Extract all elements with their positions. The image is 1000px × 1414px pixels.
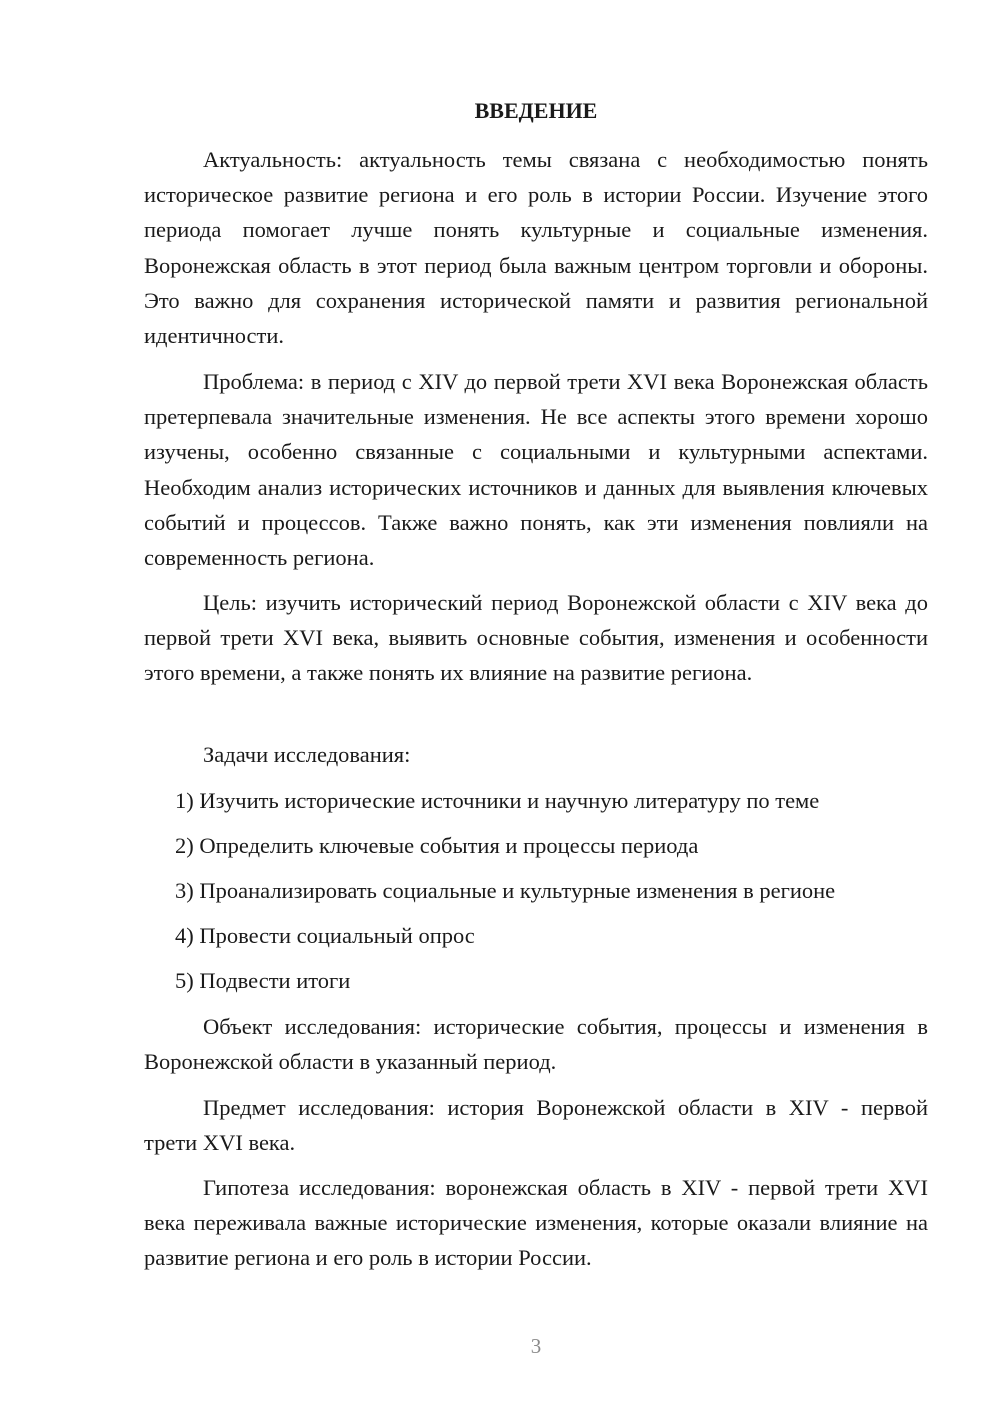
task-item: 2) Определить ключевые события и процессы периода [175,833,699,858]
paragraph-object: Объект исследования: исторические события, процессы и изменения в Воронежской области в указанный период. [144,1014,928,1075]
paragraph-relevance: Актуальность: актуальность темы связана с необходимостью понять историческое развитие региона и его роль в истории России. Изучение этого периода помогает лучше понять культурные и социальные изменения. Воронежская область в этот период была важным центром торговли и обороны. Это важно для сохранения исторической памяти и развития региональной идентичности. [144,147,928,349]
paragraph-problem: Проблема: в период с XIV до первой трети XVI века Воронежская область претерпевала значительные изменения. Не все аспекты этого времени хорошо изучены, особенно связанные с социальными и культурными аспектами. Необходим анализ исторических источников и данных для выявления ключевых событий и процессов. Также важно понять, как эти изменения повлияли на современность региона. [144,369,928,571]
task-item: 5) Подвести итоги [175,968,351,993]
task-item: 4) Провести социальный опрос [175,923,475,948]
section-title: ВВЕДЕНИЕ [474,98,598,123]
task-item: 3) Проанализировать социальные и культурные изменения в регионе [175,878,836,903]
paragraph-goal: Цель: изучить исторический период Воронежской области с XIV века до первой трети XVI века, выявить основные события, изменения и особенности этого времени, а также понять их влияние на развитие региона. [144,590,928,686]
document-page [144,0,928,1414]
page-number: 3 [530,1334,542,1358]
tasks-heading: Задачи исследования: [203,742,411,767]
paragraph-hypothesis: Гипотеза исследования: воронежская область в XIV - первой трети XVI века переживала важные исторические изменения, которые оказали влияние на развитие региона и его роль в истории России. [144,1175,928,1271]
task-item: 1) Изучить исторические источники и научную литературу по теме [175,788,820,813]
paragraph-subject: Предмет исследования: история Воронежской области в XIV - первой трети XVI века. [144,1095,928,1156]
